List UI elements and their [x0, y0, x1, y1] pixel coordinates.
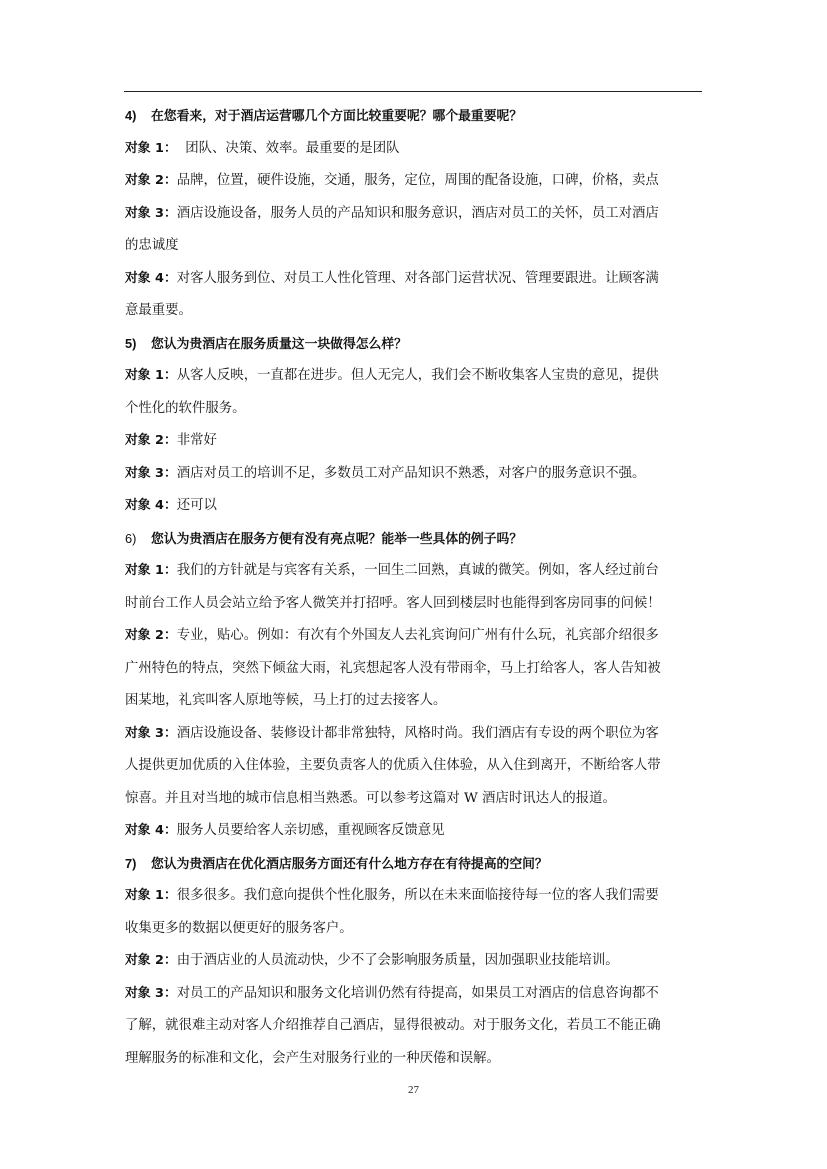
answer-line	[125, 620, 703, 653]
respondent-label: 对象 4：	[125, 498, 177, 513]
question-text: 您认为贵酒店在优化酒店服务方面还有什么地方存在有待提高的空间？	[151, 856, 548, 872]
respondent-label: 对象 1：	[125, 563, 177, 578]
respondent-label: 对象 3：	[125, 205, 177, 221]
answer-text: 还可以	[176, 498, 217, 513]
answer-continuation: 惊喜。并且对当地的城市信息相当熟悉。可以参考这篇对 W 酒店时讯达人的报道。	[125, 790, 616, 806]
answer-text: 对员工的产品知识和服务文化培训仍然有待提高，如果员工对酒店的信息咨询都不	[176, 985, 659, 1001]
question-number: 5)	[125, 335, 137, 351]
interview-content	[125, 100, 703, 1075]
answer-line	[125, 880, 703, 913]
answer-line	[125, 555, 703, 588]
respondent-label: 对象 1：	[125, 140, 177, 156]
respondent-label: 对象 2：	[125, 953, 177, 968]
respondent-label: 对象 4：	[125, 270, 177, 286]
answer-text: 服务人员要给客人亲切感，重视顾客反馈意见	[176, 823, 445, 838]
question-number: 4)	[125, 108, 137, 123]
question-text: 您认为贵酒店在服务方便有没有亮点呢？能举一些具体的例子吗？	[151, 531, 523, 547]
respondent-label: 对象 2：	[125, 173, 177, 188]
answer-line	[125, 165, 703, 198]
respondent-label: 对象 3：	[125, 985, 177, 1001]
answer-continuation: 意最重要。	[125, 303, 192, 318]
answer-continuation: 理解服务的标准和文化，会产生对服务行业的一种厌倦和误解。	[125, 1050, 500, 1066]
answer-continuation: 时前台工作人员会站立给予客人微笑并打招呼。客人回到楼层时也能得到客房同事的问候！	[125, 595, 661, 611]
answer-line	[125, 263, 703, 296]
answer-continuation: 困某地，礼宾叫客人原地等候，马上打的过去接客人。	[125, 693, 447, 708]
answer-text: 专业，贴心。例如：有次有个外国友人去礼宾询问广州有什么玩，礼宾部介绍很多	[176, 628, 659, 643]
question-6	[125, 523, 703, 556]
answer-line	[125, 815, 703, 848]
answer-line	[125, 490, 703, 523]
answer-line	[125, 458, 703, 491]
answer-continuation: 了解，就很难主动对客人介绍推荐自己酒店，显得很被动。对于服务文化，若员工不能正确	[125, 1018, 661, 1033]
question-5	[125, 328, 703, 361]
answer-text: 从客人反映，一直都在进步。但人无完人，我们会不断收集客人宝贵的意见，提供	[176, 368, 659, 383]
answer-continuation: 广州特色的特点，突然下倾盆大雨，礼宾想起客人没有带雨伞，马上打给客人，客人告知被	[125, 660, 661, 676]
respondent-label: 对象 4：	[125, 823, 177, 838]
answer-text: 酒店对员工的培训不足，多数员工对产品知识不熟悉，对客户的服务意识不强。	[176, 465, 646, 481]
question-text: 在您看来，对于酒店运营哪几个方面比较重要呢？哪个最重要呢？	[151, 109, 523, 124]
answer-line	[125, 978, 703, 1011]
header-rule	[124, 91, 702, 92]
answer-text: 酒店设施设备、装修设计都非常独特，风格时尚。我们酒店有专设的两个职位为客	[176, 725, 659, 741]
answer-text: 我们的方针就是与宾客有关系，一回生二回熟，真诚的微笑。例如，客人经过前台	[176, 563, 659, 578]
respondent-label: 对象 3：	[125, 465, 177, 481]
answer-line	[125, 133, 703, 166]
page-number: 27	[408, 1084, 419, 1096]
answer-text: 团队、决策、效率。最重要的是团队	[176, 140, 400, 156]
respondent-label: 对象 1：	[125, 368, 177, 383]
answer-text: 品牌，位置，硬件设施，交通，服务，定位，周围的配备设施，口碑，价格，卖点	[176, 173, 659, 188]
question-number: 7)	[125, 855, 137, 871]
respondent-label: 对象 2：	[125, 433, 177, 448]
respondent-label: 对象 2：	[125, 628, 177, 643]
question-7	[125, 848, 703, 881]
answer-continuation: 的忠诚度	[125, 238, 179, 253]
answer-line	[125, 360, 703, 393]
respondent-label: 对象 1：	[125, 888, 177, 903]
answer-text: 非常好	[176, 433, 217, 448]
question-text: 您认为贵酒店在服务质量这一块做得怎么样？	[151, 336, 407, 352]
answer-line	[125, 425, 703, 458]
respondent-label: 对象 3：	[125, 725, 177, 741]
answer-text: 酒店设施设备，服务人员的产品知识和服务意识，酒店对员工的关怀，员工对酒店	[176, 205, 659, 221]
answer-text: 由于酒店业的人员流动快，少不了会影响服务质量，因加强职业技能培训。	[176, 953, 619, 968]
answer-text: 对客人服务到位、对员工人性化管理、对各部门运营状况、管理要跟进。让顾客满	[176, 270, 659, 286]
answer-line	[125, 198, 703, 231]
answer-continuation: 个性化的软件服务。	[125, 400, 246, 416]
answer-line	[125, 945, 703, 978]
answer-line	[125, 718, 703, 751]
question-number: 6)	[125, 530, 137, 546]
question-4	[125, 100, 703, 133]
answer-continuation: 人提供更加优质的入住体验，主要负责客人的优质入住体验，从入住到离开，不断给客人带	[125, 758, 661, 773]
answer-continuation: 收集更多的数据以便更好的服务客户。	[125, 920, 353, 936]
answer-text: 很多很多。我们意向提供个性化服务，所以在未来面临接待每一位的客人我们需要	[176, 888, 659, 903]
